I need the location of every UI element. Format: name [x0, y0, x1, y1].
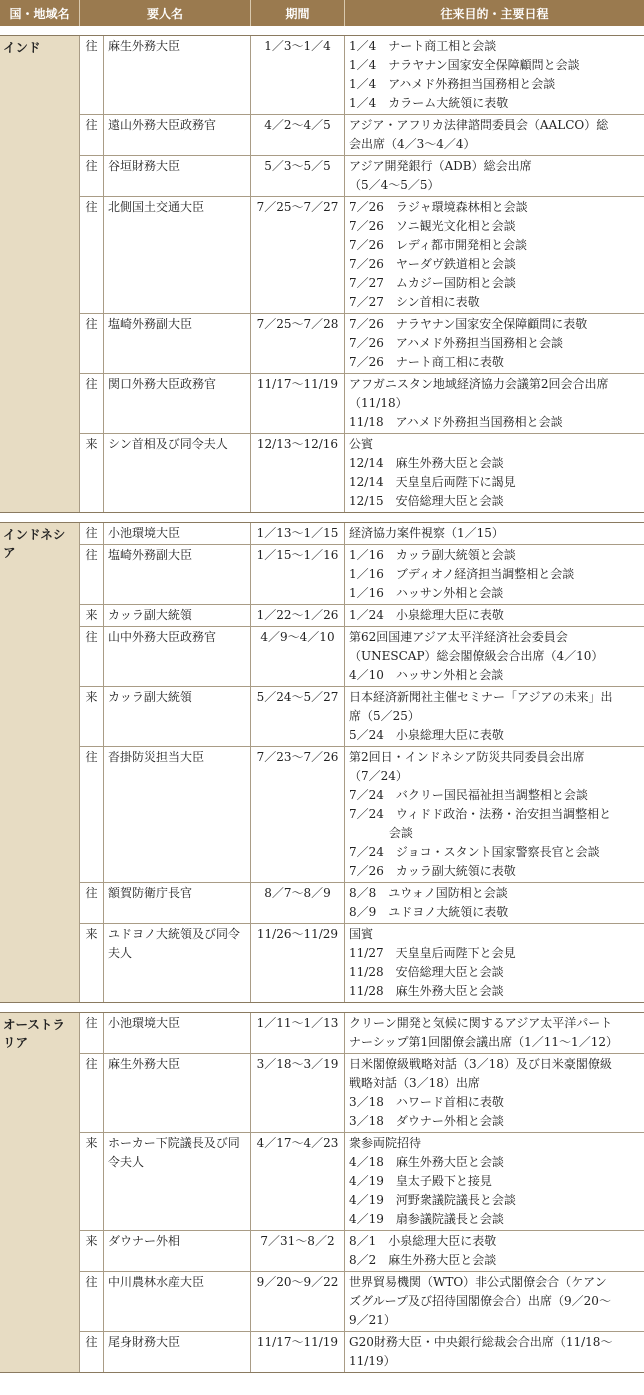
schedule-line: 7／26 ナラヤナン国家安全保障顧問に表敬	[349, 317, 588, 331]
schedule-line: 3／18 ハワード首相に表敬	[349, 1095, 504, 1109]
schedule-line: 4／10 ハッサン外相と会談	[349, 668, 504, 682]
country-section	[0, 1012, 644, 1373]
schedule-line: 4／18 麻生外務大臣と会談	[349, 1155, 504, 1169]
person-cell: 山中外務大臣政務官	[104, 627, 251, 686]
person-cell: ユドヨノ大統領及び同令夫人	[104, 924, 251, 1002]
table-row	[80, 523, 644, 545]
direction-cell: 往	[80, 197, 104, 313]
table-row	[80, 1231, 644, 1272]
schedule-line: 7／24 バクリー国民福祉担当調整相と会談	[349, 788, 588, 802]
period-cell: 5／24～5／27	[251, 687, 345, 746]
period-cell: 11/17～11/19	[251, 1332, 345, 1372]
purpose-cell	[345, 434, 644, 512]
schedule-line: 4／19 皇太子殿下と接見	[349, 1174, 492, 1188]
period-cell: 8／7～8／9	[251, 883, 345, 923]
period-cell: 7／31～8／2	[251, 1231, 345, 1271]
period-cell: 12/13～12/16	[251, 434, 345, 512]
person-cell: 小池環境大臣	[104, 1013, 251, 1053]
section-gap	[0, 26, 644, 35]
table-row	[80, 687, 644, 747]
schedule-line: 4／19 河野衆議院議長と会談	[349, 1193, 516, 1207]
schedule-line: （5／4～5／5）	[349, 178, 440, 192]
purpose-cell	[345, 1272, 644, 1331]
header-period: 期間	[251, 0, 345, 26]
period-cell: 9／20～9／22	[251, 1272, 345, 1331]
table-row	[80, 627, 644, 687]
direction-cell: 来	[80, 687, 104, 746]
schedule-line: 戦略対話（3／18）出席	[349, 1076, 480, 1090]
purpose-cell	[345, 1231, 644, 1271]
schedule-line: 12/14 麻生外務大臣と会談	[349, 456, 504, 470]
schedule-line: 11/18 アハメド外務担当国務相と会談	[349, 415, 563, 429]
table-row	[80, 197, 644, 314]
period-cell: 4／17～4／23	[251, 1133, 345, 1230]
schedule-line: 8／2 麻生外務大臣と会談	[349, 1253, 497, 1267]
period-cell: 1／11～1／13	[251, 1013, 345, 1053]
table-header	[0, 0, 644, 26]
schedule-line: （11/18）	[349, 396, 408, 410]
period-cell: 3／18～3／19	[251, 1054, 345, 1132]
schedule-line: 席（5／25）	[349, 709, 420, 723]
purpose-cell	[345, 314, 644, 373]
purpose-cell	[345, 924, 644, 1002]
table-row	[80, 1272, 644, 1332]
person-cell: 麻生外務大臣	[104, 36, 251, 114]
direction-cell: 往	[80, 374, 104, 433]
person-cell: 塩崎外務副大臣	[104, 314, 251, 373]
direction-cell: 来	[80, 605, 104, 626]
direction-cell: 来	[80, 924, 104, 1002]
person-cell: 塩崎外務副大臣	[104, 545, 251, 604]
section-gap	[0, 513, 644, 522]
schedule-line: 11/28 麻生外務大臣と会談	[349, 984, 504, 998]
schedule-line: 7／24 ジョコ・スタント国家警察長官と会談	[349, 845, 600, 859]
schedule-line: 5／24 小泉総理大臣に表敬	[349, 728, 504, 742]
schedule-line: 日本経済新聞社主催セミナー「アジアの未来」出	[349, 690, 613, 704]
schedule-line: 8／9 ユドヨノ大統領に表敬	[349, 905, 509, 919]
purpose-cell	[345, 1054, 644, 1132]
person-cell: 麻生外務大臣	[104, 1054, 251, 1132]
schedule-line: 会談	[349, 826, 413, 840]
schedule-line: 1／4 ナラヤナン国家安全保障顧問と会談	[349, 58, 580, 72]
purpose-cell	[345, 36, 644, 114]
schedule-line: 7／26 ヤーダヴ鉄道相と会談	[349, 257, 516, 271]
visit-rows	[80, 1013, 644, 1372]
table-row	[80, 605, 644, 627]
person-cell: シン首相及び同令夫人	[104, 434, 251, 512]
header-person: 要人名	[80, 0, 251, 26]
table-row	[80, 115, 644, 156]
schedule-line: 11/27 天皇皇后両陛下と会見	[349, 946, 516, 960]
country-name: インド	[0, 36, 80, 512]
schedule-line: 1／16 ハッサン外相と会談	[349, 586, 504, 600]
purpose-cell	[345, 883, 644, 923]
country-section	[0, 522, 644, 1003]
table-row	[80, 545, 644, 605]
period-cell: 11/26～11/29	[251, 924, 345, 1002]
person-cell: ダウナー外相	[104, 1231, 251, 1271]
schedule-line: 1／16 ブディオノ経済担当調整相と会談	[349, 567, 575, 581]
direction-cell: 来	[80, 1133, 104, 1230]
person-cell: 中川農林水産大臣	[104, 1272, 251, 1331]
person-cell: 額賀防衛庁長官	[104, 883, 251, 923]
direction-cell: 往	[80, 883, 104, 923]
table-row	[80, 1332, 644, 1372]
period-cell: 7／25～7／27	[251, 197, 345, 313]
direction-cell: 往	[80, 627, 104, 686]
schedule-line: 7／26 ナート商工相に表敬	[349, 355, 504, 369]
direction-cell: 往	[80, 1013, 104, 1053]
person-cell: 関口外務大臣政務官	[104, 374, 251, 433]
table-body	[0, 26, 644, 1373]
direction-cell: 往	[80, 523, 104, 544]
schedule-line: 7／26 ラジャ環境森林相と会談	[349, 200, 528, 214]
visit-rows	[80, 523, 644, 1002]
visit-rows	[80, 36, 644, 512]
direction-cell: 往	[80, 1332, 104, 1372]
schedule-line: 第2回日・インドネシア防災共同委員会出席	[349, 750, 585, 764]
schedule-line: 国賓	[349, 927, 374, 941]
schedule-line: 経済協力案件視察（1／15）	[349, 526, 504, 540]
schedule-line: 1／24 小泉総理大臣に表敬	[349, 608, 504, 622]
person-cell: 尾身財務大臣	[104, 1332, 251, 1372]
purpose-cell	[345, 627, 644, 686]
person-cell: 沓掛防災担当大臣	[104, 747, 251, 882]
period-cell: 4／2～4／5	[251, 115, 345, 155]
country-section	[0, 35, 644, 513]
purpose-cell	[345, 1133, 644, 1230]
period-cell: 1／15～1／16	[251, 545, 345, 604]
schedule-line: アジア開発銀行（ADB）総会出席	[349, 159, 532, 173]
person-cell: 谷垣財務大臣	[104, 156, 251, 196]
schedule-line: 7／26 レディ都市開発相と会談	[349, 238, 527, 252]
schedule-line: 日米閣僚級戦略対話（3／18）及び日米豪閣僚級	[349, 1057, 612, 1071]
schedule-line: 8／1 小泉総理大臣に表敬	[349, 1234, 497, 1248]
period-cell: 4／9～4／10	[251, 627, 345, 686]
person-cell: 小池環境大臣	[104, 523, 251, 544]
purpose-cell	[345, 523, 644, 544]
period-cell: 5／3～5／5	[251, 156, 345, 196]
direction-cell: 往	[80, 156, 104, 196]
schedule-line: アフガニスタン地域経済協力会議第2回会合出席	[349, 377, 609, 391]
purpose-cell	[345, 374, 644, 433]
schedule-line: ズグループ及び招待国閣僚会合）出席（9／20～	[349, 1294, 611, 1308]
period-cell: 1／13～1／15	[251, 523, 345, 544]
purpose-cell	[345, 545, 644, 604]
schedule-line: 1／4 カラーム大統領に表敬	[349, 96, 509, 110]
person-cell: 遠山外務大臣政務官	[104, 115, 251, 155]
header-purpose: 往来目的・主要日程	[440, 6, 549, 21]
direction-cell: 来	[80, 434, 104, 512]
purpose-cell	[345, 115, 644, 155]
purpose-cell	[345, 747, 644, 882]
table-row	[80, 883, 644, 924]
schedule-line: 衆参両院招待	[349, 1136, 422, 1150]
table-row	[80, 434, 644, 512]
table-row	[80, 747, 644, 883]
schedule-line: 8／8 ユウォノ国防相と会談	[349, 886, 508, 900]
schedule-line: 7／24 ウィドド政治・法務・治安担当調整相と	[349, 807, 612, 821]
section-gap	[0, 1003, 644, 1012]
schedule-line: 4／19 扇参議院議長と会談	[349, 1212, 504, 1226]
schedule-line: （7／24）	[349, 769, 408, 783]
direction-cell: 往	[80, 314, 104, 373]
schedule-line: 7／26 アハメド外務担当国務相と会談	[349, 336, 563, 350]
purpose-cell	[345, 197, 644, 313]
table-row	[80, 1054, 644, 1133]
schedule-line: 11/19）	[349, 1354, 396, 1368]
table-row	[80, 374, 644, 434]
schedule-line: ナーシップ第1回閣僚会議出席（1／11～1／12）	[349, 1035, 618, 1049]
person-cell: 北側国土交通大臣	[104, 197, 251, 313]
schedule-line: 11/28 安倍総理大臣と会談	[349, 965, 504, 979]
table-row	[80, 156, 644, 197]
schedule-line: 7／26 ソニ観光文化相と会談	[349, 219, 516, 233]
schedule-line: 1／4 ナート商工相と会談	[349, 39, 497, 53]
schedule-line: 第62回国連アジア太平洋経済社会委員会	[349, 630, 568, 644]
period-cell: 11/17～11/19	[251, 374, 345, 433]
period-cell: 7／23～7／26	[251, 747, 345, 882]
direction-cell: 往	[80, 36, 104, 114]
schedule-line: 12/15 安倍総理大臣と会談	[349, 494, 504, 508]
schedule-line: 1／4 アハメド外務担当国務相と会談	[349, 77, 556, 91]
schedule-line: G20財務大臣・中央銀行総裁会合出席（11/18～	[349, 1335, 613, 1349]
person-cell: カッラ副大統領	[104, 687, 251, 746]
direction-cell: 往	[80, 1054, 104, 1132]
period-cell: 7／25～7／28	[251, 314, 345, 373]
person-cell: ホーカー下院議長及び同令夫人	[104, 1133, 251, 1230]
schedule-line: 7／26 カッラ副大統領に表敬	[349, 864, 516, 878]
schedule-line: 9／21）	[349, 1313, 396, 1327]
country-name: オーストラリア	[0, 1013, 80, 1372]
purpose-cell	[345, 687, 644, 746]
schedule-line: 12/14 天皇皇后両陛下に謁見	[349, 475, 516, 489]
direction-cell: 往	[80, 747, 104, 882]
period-cell: 1／3～1／4	[251, 36, 345, 114]
schedule-line: 3／18 ダウナー外相と会談	[349, 1114, 504, 1128]
header-country: 国・地域名	[0, 0, 80, 26]
person-cell: カッラ副大統領	[104, 605, 251, 626]
schedule-line: 世界貿易機関（WTO）非公式閣僚会合（ケアン	[349, 1275, 607, 1289]
direction-cell: 往	[80, 115, 104, 155]
schedule-line: 会出席（4／3～4／4）	[349, 137, 476, 151]
direction-cell: 来	[80, 1231, 104, 1271]
schedule-line: クリーン開発と気候に関するアジア太平洋パート	[349, 1016, 613, 1030]
schedule-line: （UNESCAP）総会閣僚級会合出席（4／10）	[349, 649, 604, 663]
table-row	[80, 314, 644, 374]
schedule-line: 公賓	[349, 437, 374, 451]
purpose-cell	[345, 1332, 644, 1372]
country-name: インドネシア	[0, 523, 80, 1002]
period-cell: 1／22～1／26	[251, 605, 345, 626]
purpose-cell	[345, 605, 644, 626]
table-row	[80, 924, 644, 1002]
direction-cell: 往	[80, 1272, 104, 1331]
table-row	[80, 1133, 644, 1231]
schedule-line: 7／27 ムカジー国防相と会談	[349, 276, 516, 290]
schedule-line: 1／16 カッラ副大統領と会談	[349, 548, 516, 562]
schedule-line: アジア・アフリカ法律諮問委員会（AALCO）総	[349, 118, 609, 132]
table-row	[80, 36, 644, 115]
purpose-cell	[345, 156, 644, 196]
table-row	[80, 1013, 644, 1054]
schedule-line: 7／27 シン首相に表敬	[349, 295, 480, 309]
purpose-cell	[345, 1013, 644, 1053]
direction-cell: 往	[80, 545, 104, 604]
